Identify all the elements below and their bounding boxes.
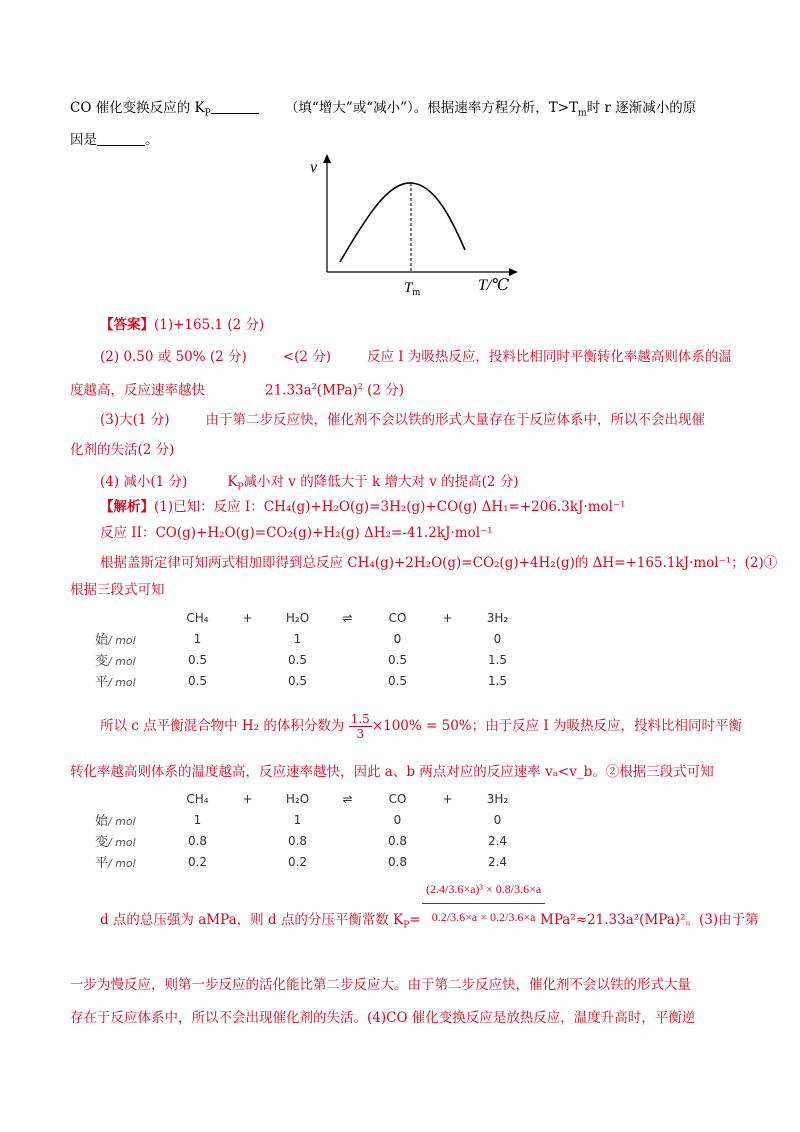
row-label: 始/ mol: [95, 814, 136, 829]
x-axis-label: T/℃: [478, 277, 510, 294]
question-text-b: （填“增大”或“减小”）。根据速率方程分析，T>T: [284, 100, 579, 116]
kp-fraction: [422, 876, 545, 931]
table-header-cell: 3H₂: [486, 791, 509, 806]
table-cell: 0.5: [187, 673, 208, 688]
y-axis-label: v: [310, 159, 318, 176]
analysis-line-2: [100, 523, 493, 543]
analysis-reaction-1: (1)已知：反应 I：CH₄(g)+H₂O(g)=3H₂(g)+CO(g) ΔH₁=+206.3kJ·mol⁻¹: [154, 499, 626, 515]
analysis-line-9: [70, 1008, 695, 1028]
table-header-cell: +: [442, 791, 453, 806]
table-cell: 0.2: [187, 854, 208, 869]
table-header-cell: +: [242, 610, 253, 625]
answer-part-4-1: (4) 减小(1 分): [100, 474, 188, 490]
table-header-cell: CO: [388, 791, 407, 806]
table-cell: 0.8: [387, 854, 408, 869]
analysis-kp-text: d 点的总压强为 aMPa，则 d 点的分压平衡常数 K: [100, 912, 404, 928]
table-row: [95, 809, 530, 830]
answer-part-2-2: <(2 分): [282, 349, 332, 365]
table-cell: 1.5: [487, 673, 508, 688]
analysis-kp-sub: P: [403, 920, 410, 931]
answer-kp-score: (2 分): [362, 382, 404, 399]
row-label: 平/ mol: [95, 675, 136, 690]
answer-part-3-3: 化剂的失活(2 分): [70, 442, 175, 458]
table-header-cell: 3H₂: [486, 610, 509, 625]
answer-line-4: [100, 410, 705, 430]
table-cell: 0.8: [387, 833, 408, 848]
analysis-exothermic: 存在于反应体系中，所以不会出现催化剂的失活。(4)CO 催化变换反应是放热反应，温度升高时，平衡逆: [70, 1010, 696, 1026]
table-header-cell: +: [442, 610, 453, 625]
analysis-line-3: [100, 553, 777, 573]
analysis-volume-fraction-text: 所以 c 点平衡混合物中 H₂ 的体积分数为: [100, 718, 345, 734]
analysis-three-stage-intro-1: 根据三段式可知: [70, 582, 165, 598]
answer-part-3-1: (3)大(1 分): [100, 412, 170, 428]
analysis-line-7: [100, 910, 421, 936]
analysis-hess-law: 根据盖斯定律可知两式相加即得到总反应 CH₄(g)+2H₂O(g)=CO₂(g)+4H₂(g)的 ΔH=+165.1kJ·mol⁻¹；(2)①: [100, 555, 778, 571]
answer-line-5: [70, 440, 174, 460]
answer-line-2: [100, 347, 732, 367]
table-header-cell: CO: [388, 610, 407, 625]
table-cell: 2.4: [487, 833, 508, 848]
analysis-line-4: [70, 580, 165, 600]
row-label: 始/ mol: [95, 633, 136, 648]
kp-numerator: (2.4/3.6×a)³ × 0.8/3.6×a: [422, 876, 545, 904]
answer-part-3-2: 由于第二步反应快，催化剂不会以铁的形式大量存在于反应体系中，所以不会出现催: [205, 412, 706, 428]
analysis-line-1: [100, 497, 626, 517]
table-cell: 0.8: [287, 833, 308, 848]
tm-subscript: m: [578, 108, 587, 119]
analysis-line-5: [100, 712, 742, 741]
analysis-line-8: [70, 975, 691, 995]
analysis-line-6: [70, 762, 714, 782]
analysis-kp-equals: =: [409, 912, 421, 928]
table-cell: 0.5: [287, 652, 308, 667]
table-cell: 1: [293, 812, 302, 827]
y-axis-arrow: [323, 154, 331, 163]
analysis-reaction-2: 反应 II：CO(g)+H₂O(g)=CO₂(g)+H₂(g) ΔH₂=-41.2kJ·mol⁻¹: [100, 525, 493, 541]
volume-fraction: $\frac{1.5}{3}$: [350, 712, 370, 741]
table-header-row: [95, 607, 530, 628]
table-cell: 1.5: [487, 652, 508, 667]
table-row: [95, 649, 530, 670]
row-label: 变/ mol: [95, 654, 136, 669]
answer-blank-2: [97, 131, 145, 146]
table-row: [95, 851, 530, 872]
answer-part-1: (1)+165.1 (2 分): [154, 317, 265, 333]
answer-kp-unit: (MPa): [316, 382, 358, 399]
question-line-2: [70, 130, 159, 150]
table-cell: 0: [493, 812, 502, 827]
answer-part-2-1: (2) 0.50 或 50% (2 分): [100, 349, 247, 365]
analysis-rate-compare: 转化率越高则体系的温度越高，反应速率越快，因此 a、b 两点对应的反应速率 vₐ<v_b。②根据三段式可知: [70, 764, 714, 780]
three-stage-table-2: [95, 788, 530, 872]
row-label: 变/ mol: [95, 835, 136, 850]
analysis-kp-result: MPa²≈21.33a²(MPa)²。(3)由于第: [540, 912, 759, 928]
answer-part-2-4: 度越高，反应速率越快: [70, 382, 205, 399]
analysis-header: 【解析】: [100, 499, 154, 515]
three-stage-table-1: [95, 607, 530, 691]
question-text-d: 因是: [70, 132, 97, 148]
answer-kp-sub: P: [237, 482, 244, 493]
rate-curve: [340, 183, 465, 262]
answer-part-2-3: 反应 I 为吸热反应，投料比相同时平衡转化率越高则体系的温: [367, 349, 732, 365]
answer-kp-value: 21.33a: [265, 382, 312, 399]
table-header-cell: H₂O: [285, 610, 310, 625]
table-cell: 0.5: [387, 652, 408, 667]
answer-part-4-2: 减小对 v 的降低大于 k 增大对 v 的提高(2 分): [243, 474, 519, 490]
row-label: 平/ mol: [95, 856, 136, 871]
table-header-cell: CH₄: [186, 791, 209, 806]
table-cell: 0.2: [287, 854, 308, 869]
table-cell: 0.8: [187, 833, 208, 848]
answer-blank-1: [211, 99, 259, 114]
table-row: [95, 830, 530, 851]
table-cell: 0.5: [187, 652, 208, 667]
kp-subscript: P: [204, 108, 211, 119]
table-cell: 1: [293, 631, 302, 646]
answer-kp-k: K: [227, 474, 238, 490]
analysis-volume-fraction-result: ×100% = 50%；由于反应 I 为吸热反应，投料比相同时平衡: [371, 718, 743, 734]
kp-denominator: 0.2/3.6×a × 0.2/3.6×a: [431, 910, 536, 924]
table-row: [95, 628, 530, 649]
question-text-a: CO 催化变换反应的 K: [70, 100, 205, 116]
question-text-c: 时 r 逐渐减小的原: [586, 100, 697, 116]
rate-temperature-graph: [300, 150, 530, 300]
question-line-1: [70, 98, 696, 124]
table-header-row: [95, 788, 530, 809]
table-header-cell: +: [242, 791, 253, 806]
table-cell: 0: [493, 631, 502, 646]
table-header-cell: CH₄: [186, 610, 209, 625]
table-cell: 1: [193, 812, 202, 827]
x-axis-arrow: [509, 268, 518, 276]
answer-header: 【答案】: [100, 317, 154, 333]
peak-label: $T_m$: [404, 280, 421, 298]
table-cell: 2.4: [487, 854, 508, 869]
analysis-activation-energy: 一步为慢反应，则第一步反应的活化能比第二步反应大。由于第二步反应快，催化剂不会以铁的形式大量: [70, 977, 691, 993]
table-row: [95, 670, 530, 691]
answer-line-6: [100, 472, 519, 498]
table-header-cell: H₂O: [285, 791, 310, 806]
question-text-end: 。: [145, 132, 159, 148]
answer-line-1: [100, 315, 264, 335]
table-cell: 0.5: [287, 673, 308, 688]
equilibrium-arrow: ⇌: [342, 791, 353, 806]
table-cell: 0: [393, 812, 402, 827]
table-cell: 0.5: [387, 673, 408, 688]
equilibrium-arrow: ⇌: [342, 610, 353, 625]
answer-line-3: 度越高，反应速率越快 $21.33a^2(MPa)^2$ (2 分): [70, 382, 404, 399]
analysis-line-7-end: [540, 910, 759, 930]
table-cell: 1: [193, 631, 202, 646]
table-cell: 0: [393, 631, 402, 646]
